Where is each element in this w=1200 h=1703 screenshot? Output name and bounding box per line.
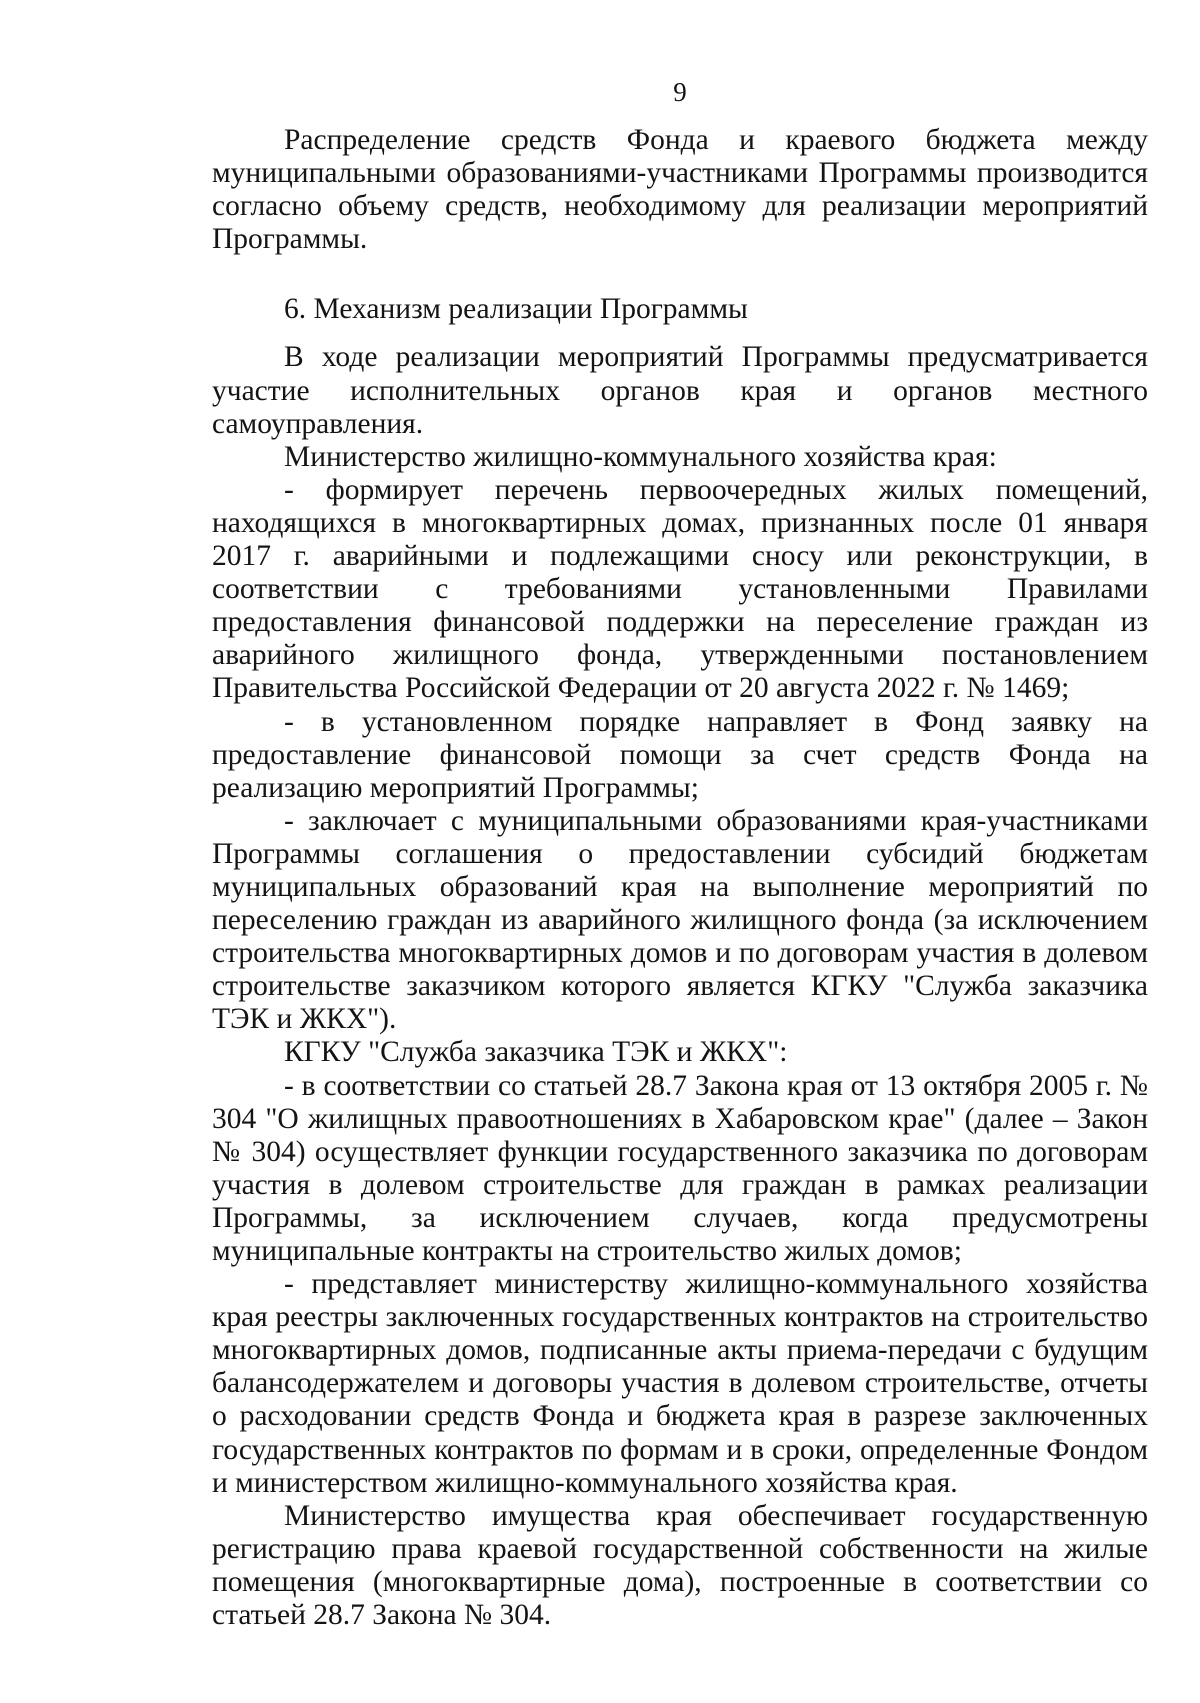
section-heading: 6. Механизм реализации Программы <box>284 293 748 326</box>
paragraph-participation: В ходе реализации мероприятий Программы предусматривается участие исполнительных органов края и органов местного самоуправления. <box>212 341 1148 440</box>
document-body <box>212 124 1148 1632</box>
list-item-forms-list: - формирует перечень первоочередных жилых помещений, находящихся в многоквартирных домах, признанных после 01 января 2017 г. аварийными и подлежащими сносу или реконструкции, в соответствии с требованиями установленными Правилами предоставления финансовой поддержки на переселение граждан из аварийного жилищного фонда, утвержденными постановлением Правительства Российской Федерации от 20 августа 2022 г. № 1469; <box>212 473 1148 705</box>
paragraph-customer-service: КГКУ "Служба заказчика ТЭК и ЖКХ": <box>284 1036 788 1069</box>
paragraph-fund-distribution: Распределение средств Фонда и краевого бюджета между муниципальными образованиями-участниками Программы производится согласно объему средств, необходимому для реализации мероприятий Программы. <box>212 124 1148 256</box>
list-item-concludes-agreements: - заключает с муниципальными образованиями края-участниками Программы соглашения о предоставлении субсидий бюджетам муниципальных образований края на выполнение мероприятий по переселению граждан из аварийного жилищного фонда (за исключением строительства многоквартирных домов и по договорам участия в долевом строительстве заказчиком которого является КГКУ "Служба заказчика ТЭК и ЖКХ"). <box>212 804 1148 1036</box>
list-item-submits-registers: - представляет министерству жилищно-коммунального хозяйства края реестры заключенных государственных контрактов на строительство многоквартирных домов, подписанные акты приема-передачи с будущим балансодержателем и договоры участия в долевом строительстве, отчеты о расходовании средств Фонда и бюджета края в разрезе заключенных государственных контрактов по формам и в сроки, определенные Фондом и министерством жилищно-коммунального хозяйства края. <box>212 1268 1148 1499</box>
page-number: 9 <box>673 77 687 107</box>
list-item-sends-application: - в установленном порядке направляет в Фонд заявку на предоставление финансовой помощи за счет средств Фонда на реализацию мероприятий Программы; <box>212 705 1148 804</box>
list-item-state-customer-functions: - в соответствии со статьей 28.7 Закона края от 13 октября 2005 г. № 304 "О жилищных правоотношениях в Хабаровском крае" (далее – Закон № 304) осуществляет функции государственного заказчика по договорам участия в долевом строительстве для граждан в рамках реализации Программы, за исключением случаев, когда предусмотрены муниципальные контракты на строительство жилых домов; <box>212 1069 1148 1267</box>
paragraph-ministry-property: Министерство имущества края обеспечивает государственную регистрацию права краевой государственной собственности на жилые помещения (многоквартирные дома), построенные в соответствии со статьей 28.7 Закона № 304. <box>212 1499 1148 1632</box>
paragraph-ministry-housing: Министерство жилищно-коммунального хозяйства края: <box>284 440 997 473</box>
